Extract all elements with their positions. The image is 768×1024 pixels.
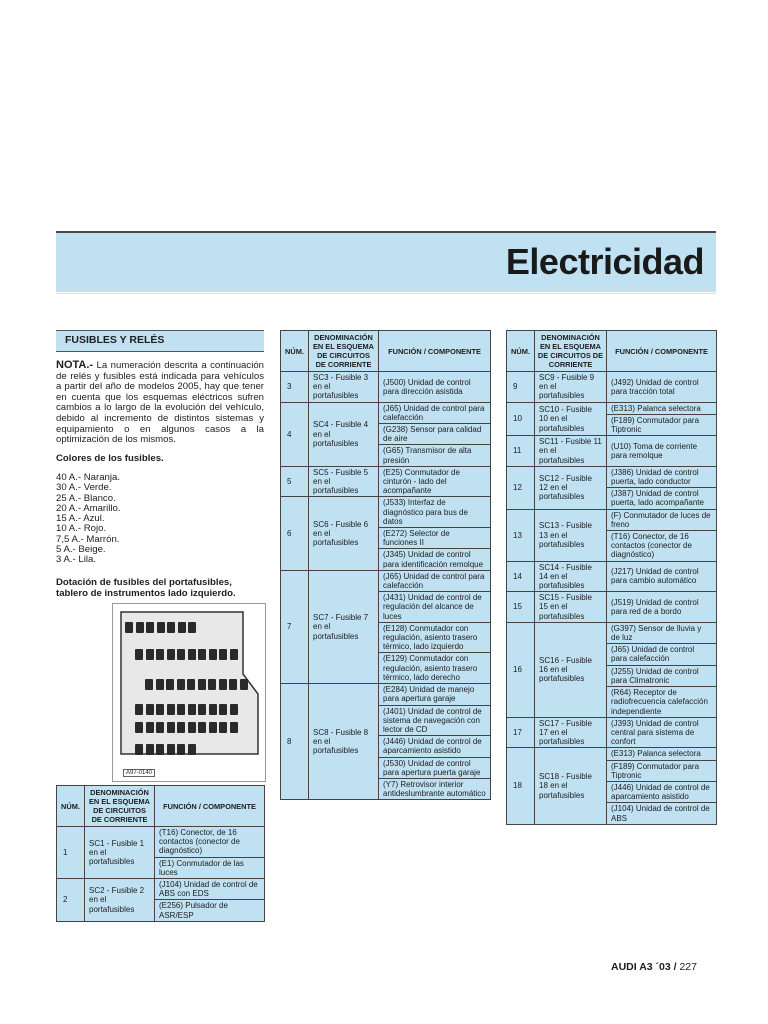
- fuse-slot: [166, 679, 174, 690]
- banner-divider: [56, 293, 716, 298]
- fuse-function: (J530) Unidad de control para apertura puerta garaje: [379, 757, 491, 778]
- fuse-function: (J446) Unidad de control de aparcamiento asistido: [379, 736, 491, 757]
- fuse-number: 6: [281, 497, 309, 570]
- fuse-denomination: SC12 - Fusible 12 en el portafusibles: [535, 466, 607, 509]
- colors-heading: Colores de los fusibles.: [56, 453, 164, 464]
- fuse-slot: [146, 649, 154, 660]
- header-denomination: DENOMINACIÓN EN EL ESQUEMA DE CIRCUITOS DE CORRIENTE: [309, 331, 379, 372]
- fuse-slot: [136, 622, 144, 633]
- fuse-color-item: 7,5 A.- Marrón.: [56, 533, 120, 545]
- fuse-number: 3: [281, 372, 309, 403]
- fuse-function: (J65) Unidad de control para calefacción: [607, 644, 717, 665]
- fuse-function: (E272) Selector de funciones II: [379, 528, 491, 549]
- fuse-slot: [156, 649, 164, 660]
- fuse-denomination: SC14 - Fusible 14 en el portafusibles: [535, 561, 607, 592]
- fuse-denomination: SC15 - Fusible 15 en el portafusibles: [535, 592, 607, 623]
- fuse-table-1: [56, 785, 265, 922]
- fuse-number: 11: [507, 436, 535, 467]
- fuse-number: 1: [57, 827, 85, 879]
- fuse-function: (J65) Unidad de control para calefacción: [379, 402, 491, 423]
- fuse-slot: [146, 704, 154, 715]
- fuse-denomination: SC18 - Fusible 18 en el portafusibles: [535, 748, 607, 824]
- fuse-number: 9: [507, 372, 535, 403]
- fuse-number: 8: [281, 684, 309, 800]
- fuse-denomination: SC3 - Fusible 3 en el portafusibles: [309, 372, 379, 403]
- fuse-table-3: [506, 330, 717, 825]
- page-title: Electricidad: [505, 241, 704, 282]
- fuse-color-item: 30 A.- Verde.: [56, 482, 112, 494]
- table-row: [507, 748, 717, 760]
- table-row: [281, 372, 491, 403]
- section-title: FUSIBLES Y RELÉS: [65, 334, 165, 346]
- fuse-number: 10: [507, 402, 535, 436]
- fuse-function: (F189) Conmutador para Tiptronic: [607, 414, 717, 435]
- fuse-denomination: SC7 - Fusible 7 en el portafusibles: [309, 570, 379, 683]
- fuse-slot: [219, 704, 227, 715]
- fuse-number: 4: [281, 402, 309, 466]
- header-num: NÚM.: [507, 331, 535, 372]
- fuse-function: (J255) Unidad de control para Climatronic: [607, 665, 717, 686]
- table-row: [507, 509, 717, 530]
- fuse-number: 18: [507, 748, 535, 824]
- fuse-color-item: 25 A.- Blanco.: [56, 492, 116, 504]
- fuse-denomination: SC2 - Fusible 2 en el portafusibles: [85, 879, 155, 922]
- fuse-slot: [167, 649, 175, 660]
- fuse-function: (G65) Transmisor de alta presión: [379, 445, 491, 466]
- table-row: [281, 684, 491, 705]
- fuse-slot: [240, 679, 248, 690]
- fuse-denomination: SC5 - Fusible 5 en el portafusibles: [309, 466, 379, 497]
- page-number: 227: [679, 961, 697, 973]
- fuse-slot: [125, 622, 133, 633]
- table-header-row: [507, 331, 717, 372]
- fuse-slot: [198, 704, 206, 715]
- fuse-slot: [146, 722, 154, 733]
- fuse-number: 13: [507, 509, 535, 561]
- fuse-function: (J393) Unidad de control central para sistema de confort: [607, 717, 717, 748]
- table-row: [507, 436, 717, 467]
- fuse-function: (E25) Conmutador de cinturón - lado del acompañante: [379, 466, 491, 497]
- fuse-color-item: 5 A.- Beige.: [56, 544, 106, 556]
- fuse-function: (G238) Sensor para calidad de aire: [379, 424, 491, 445]
- fuse-function: (J431) Unidad de control de regulación del alcance de luces: [379, 592, 491, 623]
- fuse-slot: [167, 744, 175, 755]
- fuse-function: (E313) Palanca selectora: [607, 748, 717, 760]
- fuse-number: 14: [507, 561, 535, 592]
- fuse-function: (E284) Unidad de manejo para apertura garaje: [379, 684, 491, 705]
- note-paragraph: [56, 360, 264, 446]
- fuse-function: (Y7) Retrovisor interior antideslumbrante automático: [379, 778, 491, 799]
- fuse-slot: [198, 649, 206, 660]
- fuse-slot: [187, 679, 195, 690]
- header-num: NÚM.: [281, 331, 309, 372]
- table-row: [281, 402, 491, 423]
- fuse-slot: [156, 679, 164, 690]
- table-row: [507, 622, 717, 643]
- table-row: [281, 466, 491, 497]
- fuse-function: (T16) Conector, de 16 contactos (conector de diagnóstico): [155, 827, 265, 858]
- fuse-function: (F) Conmutador de luces de freno: [607, 509, 717, 530]
- fuse-slot: [230, 722, 238, 733]
- fuse-slot: [135, 722, 143, 733]
- fuse-slot: [156, 744, 164, 755]
- fuse-function: (J533) Interfaz de diagnóstico para bus de datos: [379, 497, 491, 528]
- fuse-function: (E1) Conmutador de las luces: [155, 857, 265, 878]
- fuse-function: (J386) Unidad de control puerta, lado conductor: [607, 466, 717, 487]
- fuse-denomination: SC16 - Fusible 16 en el portafusibles: [535, 622, 607, 717]
- note-text: La numeración descrita a continuación de relés y fusibles está indicada para vehículos a partir del año de modelos 2005, hay que tener en cuenta que los esquemas eléctricos sufren cambios a lo largo de la evolución del vehículo, debido al incremento de distintos sistemas y equipamiento o en algunos casos a la optimización de los mismos.: [56, 360, 264, 446]
- header-num: NÚM.: [57, 786, 85, 827]
- fuse-number: 17: [507, 717, 535, 748]
- fuse-slot: [230, 704, 238, 715]
- fuse-slot: [219, 722, 227, 733]
- title-banner: [56, 231, 716, 292]
- fuse-slot: [145, 679, 153, 690]
- fuse-number: 15: [507, 592, 535, 623]
- table-row: [507, 466, 717, 487]
- fuse-slot: [188, 744, 196, 755]
- fuse-denomination: SC6 - Fusible 6 en el portafusibles: [309, 497, 379, 570]
- fuse-function: (J345) Unidad de control para identificación remolque: [379, 549, 491, 570]
- header-function: FUNCIÓN / COMPONENTE: [379, 331, 491, 372]
- fuse-function: (J387) Unidad de control puerta, lado acompañante: [607, 488, 717, 509]
- fuse-slot: [177, 704, 185, 715]
- diagram-code: A97-0140: [123, 769, 155, 777]
- fuse-slot: [146, 622, 154, 633]
- fuse-slot: [198, 679, 206, 690]
- page-footer: [611, 961, 697, 973]
- fuse-color-list: [56, 473, 121, 566]
- fuse-number: 12: [507, 466, 535, 509]
- fuse-slot: [188, 722, 196, 733]
- fuse-slot: [219, 649, 227, 660]
- fuse-slot: [198, 722, 206, 733]
- fuse-slot: [178, 622, 186, 633]
- fuse-number: 5: [281, 466, 309, 497]
- header-denomination: DENOMINACIÓN EN EL ESQUEMA DE CIRCUITOS DE CORRIENTE: [535, 331, 607, 372]
- fuse-slot: [167, 722, 175, 733]
- fuse-slot: [209, 722, 217, 733]
- fuse-number: 16: [507, 622, 535, 717]
- fuse-slot: [146, 744, 154, 755]
- fuse-slot: [177, 649, 185, 660]
- fuse-slot: [156, 704, 164, 715]
- fuse-function: (J500) Unidad de control para dirección asistida: [379, 372, 491, 403]
- fuse-denomination: SC1 - Fusible 1 en el portafusibles: [85, 827, 155, 879]
- table-row: [507, 402, 717, 414]
- table-row: [57, 827, 265, 858]
- fuse-slot: [188, 622, 196, 633]
- fuse-function: (E256) Pulsador de ASR/ESP: [155, 900, 265, 921]
- fuse-function: (F189) Conmutador para Tiptronic: [607, 760, 717, 781]
- fuse-slot: [177, 744, 185, 755]
- fuse-function: (E128) Conmutador con regulación, asiento trasero térmico, lado izquierdo: [379, 622, 491, 653]
- fuse-function: (E129) Conmutador con regulación, asiento trasero térmico, lado derecho: [379, 653, 491, 684]
- fuse-function: (J401) Unidad de control de sistema de navegación con lector de CD: [379, 705, 491, 736]
- fuse-function: (R64) Receptor de radiofrecuencia calefacción independiente: [607, 687, 717, 718]
- fuse-slot: [135, 704, 143, 715]
- fuse-slot: [177, 722, 185, 733]
- fuse-function: (J65) Unidad de control para calefacción: [379, 570, 491, 591]
- fuse-slot: [209, 649, 217, 660]
- header-denomination: DENOMINACIÓN EN EL ESQUEMA DE CIRCUITOS DE CORRIENTE: [85, 786, 155, 827]
- fuse-function: (J104) Unidad de control de ABS con EDS: [155, 879, 265, 900]
- footer-model: AUDI A3 ´03 /: [611, 961, 677, 973]
- fuse-color-item: 20 A.- Amarillo.: [56, 502, 121, 514]
- fuse-slot: [219, 679, 227, 690]
- fuse-function: (J217) Unidad de control para cambio automático: [607, 561, 717, 592]
- table-row: [507, 592, 717, 623]
- fuse-function: (J492) Unidad de control para tracción total: [607, 372, 717, 403]
- fuse-function: (T16) Conector, de 16 contactos (conector de diagnóstico): [607, 531, 717, 562]
- fuse-denomination: SC10 - Fusible 10 en el portafusibles: [535, 402, 607, 436]
- fuse-denomination: SC13 - Fusible 13 en el portafusibles: [535, 509, 607, 561]
- fuse-function: (E313) Palanca selectora: [607, 402, 717, 414]
- table-row: [281, 570, 491, 591]
- fuse-slot: [135, 649, 143, 660]
- fuse-color-item: 40 A.- Naranja.: [56, 472, 120, 483]
- header-function: FUNCIÓN / COMPONENTE: [155, 786, 265, 827]
- fuse-slot: [188, 649, 196, 660]
- fuse-denomination: SC11 - Fusible 11 en el portafusibles: [535, 436, 607, 467]
- header-function: FUNCIÓN / COMPONENTE: [607, 331, 717, 372]
- fuse-denomination: SC17 - Fusible 17 en el portafusibles: [535, 717, 607, 748]
- table-header-row: [57, 786, 265, 827]
- fuse-number: 2: [57, 879, 85, 922]
- fuse-denomination: SC9 - Fusible 9 en el portafusibles: [535, 372, 607, 403]
- dotacion-heading: Dotación de fusibles del portafusibles, tablero de instrumentos lado izquierdo.: [56, 577, 236, 599]
- fuse-function: (J104) Unidad de control de ABS: [607, 803, 717, 824]
- fuse-function: (G397) Sensor de lluvia y de luz: [607, 622, 717, 643]
- fuse-slot: [167, 704, 175, 715]
- fuse-slot: [156, 722, 164, 733]
- fuse-box-diagram: [112, 603, 266, 782]
- fuse-slot: [188, 704, 196, 715]
- fuse-number: 7: [281, 570, 309, 683]
- fuse-slot: [157, 622, 165, 633]
- table-header-row: [281, 331, 491, 372]
- table-row: [507, 372, 717, 403]
- section-header: [56, 330, 264, 352]
- fuse-function: (J446) Unidad de control de aparcamiento asistido: [607, 781, 717, 802]
- table-row: [281, 497, 491, 528]
- table-row: [507, 717, 717, 748]
- table-row: [57, 879, 265, 900]
- fuse-denomination: SC8 - Fusible 8 en el portafusibles: [309, 684, 379, 800]
- fuse-denomination: SC4 - Fusible 4 en el portafusibles: [309, 402, 379, 466]
- fuse-function: (J519) Unidad de control para red de a bordo: [607, 592, 717, 623]
- fuse-slot: [177, 679, 185, 690]
- table-row: [507, 561, 717, 592]
- fuse-slot: [229, 679, 237, 690]
- fuse-slot: [135, 744, 143, 755]
- fuse-slot: [209, 704, 217, 715]
- fuse-color-item: 15 A.- Azul.: [56, 513, 105, 525]
- fuse-slot: [167, 622, 175, 633]
- fuse-slot: [208, 679, 216, 690]
- fuse-slot: [230, 649, 238, 660]
- fuse-table-2: [280, 330, 491, 800]
- fuse-function: (U10) Toma de corriente para remolque: [607, 436, 717, 467]
- fuse-color-item: 3 A.- Lila.: [56, 554, 96, 566]
- fuse-color-item: 10 A.- Rojo.: [56, 523, 107, 535]
- note-label: NOTA.-: [56, 359, 94, 371]
